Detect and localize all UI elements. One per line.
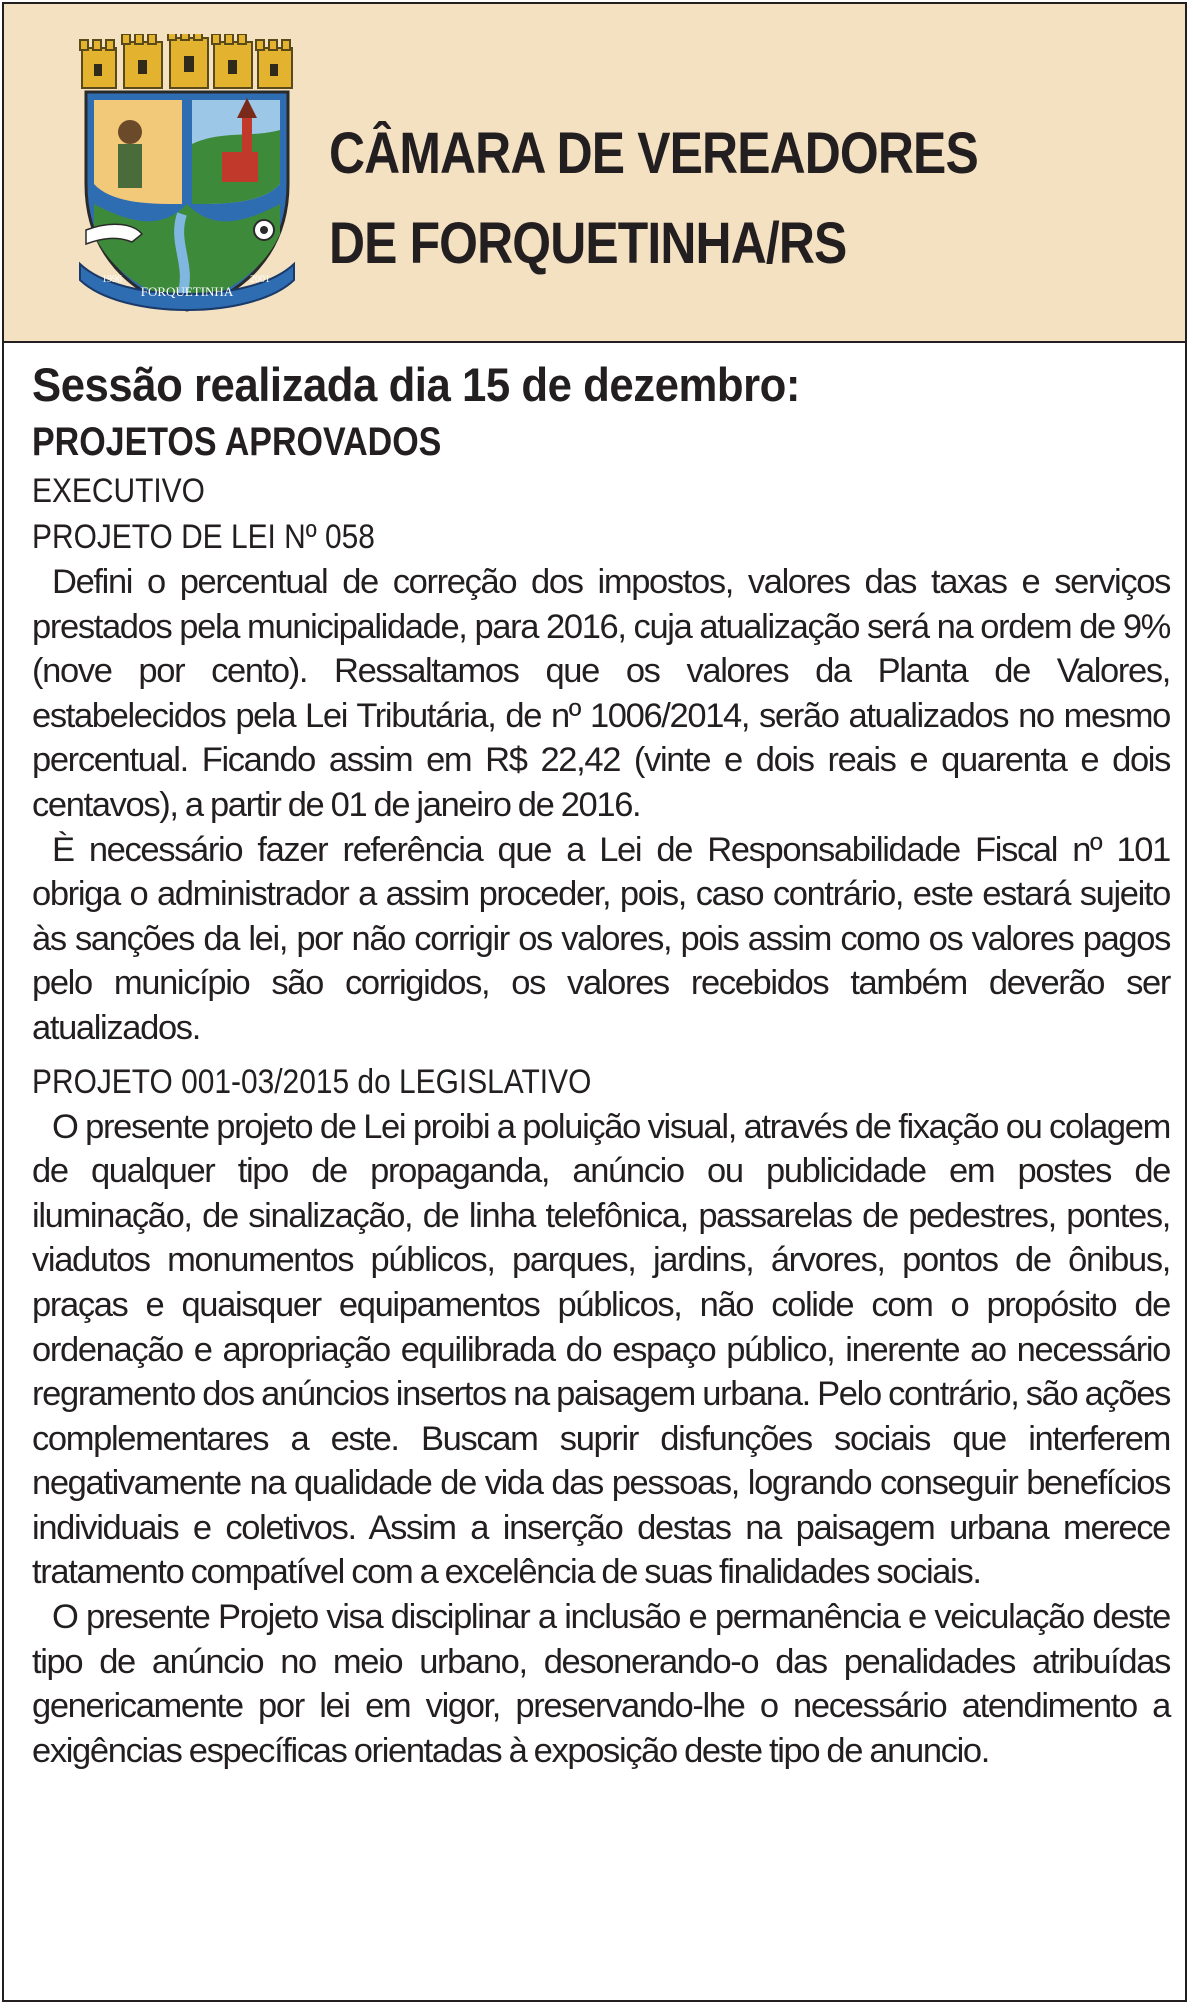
project-2-paragraph-1: O presente projeto de Lei proibi a poluição visual, através de fixação ou colagem de qualquer tipo de propaganda, anúncio ou publicidade em postes de iluminação, de sinalização, de linha telefônica, passarelas de pedestres, pontes, viadutos monumentos públicos, parques, jardins, árvores, pontos de ônibus, praças e quaisquer equipamentos públicos, não colide com o propósito de ordenação e apropriação equilibrada do espaço público, inerente ao necessário regramento dos anúncios insertos na paisagem urbana. Pelo contrário, são ações complementares a este. Buscam suprir disfunções sociais que interferem negativamente na qualidade de vida das pessoas, logrando conseguir benefícios individuais e coletivos. Assim a inserção destas na paisagem urbana merece tratamento compatível com a excelência de suas finalidades sociais.: [32, 1107, 1170, 1592]
project-1-title: PROJETO DE LEI Nº 058: [32, 518, 375, 556]
notice-body: [32, 354, 1170, 1773]
section-title: PROJETOS APROVADOS: [32, 420, 442, 464]
header-band: [4, 4, 1185, 343]
crest-year-left: 1996: [102, 274, 122, 285]
executive-label: EXECUTIVO: [32, 472, 205, 510]
title-line-1: CÂMARA DE VEREADORES: [329, 121, 978, 186]
project-1-paragraph-1: Defini o percentual de correção dos impostos, valores das taxas e serviços prestados pela municipalidade, para 2016, cuja atualização será na ordem de 9% (nove por cento). Ressaltamos que os valores da Planta de Valores, estabelecidos pela Lei Tributária, de nº 1006/2014, serão atualizados no mesmo percentual. Ficando assim em R$ 22,42 (vinte e dois reais e quarenta e dois centavos), a partir de 01 de janeiro de 2016.: [32, 563, 1170, 824]
project-2-paragraph-2: O presente Projeto visa disciplinar a inclusão e permanência e veiculação deste tipo de anúncio no meio urbano, desonerando-o das penalidades atribuídas genericamente por lei em vigor, preservando-lhe o necessário atendimento a exigências específicas orientadas à exposição deste tipo de anuncio.: [32, 1598, 1170, 1770]
municipal-coat-of-arms-icon: [72, 34, 302, 324]
project-1-paragraph-2: È necessário fazer referência que a Lei de Responsabilidade Fiscal nº 101 obriga o administrador a assim proceder, pois, caso contrário, este estará sujeito às sanções da lei, por não corrigir os valores, pois assim como os valores pagos pelo município são corrigidos, os valores recebidos também deverão ser atualizados.: [32, 830, 1170, 1047]
spacer: [32, 1051, 1170, 1059]
session-title: Sessão realizada dia 15 de dezembro:: [32, 358, 800, 411]
crest-ribbon-text: FORQUETINHA: [140, 284, 234, 299]
project-2-title: PROJETO 001-03/2015 do LEGISLATIVO: [32, 1062, 592, 1101]
crest-year-right: 2001: [250, 274, 270, 285]
page-title: [329, 109, 978, 289]
title-line-2: DE FORQUETINHA/RS: [329, 211, 847, 276]
notice-frame: [2, 2, 1187, 2002]
